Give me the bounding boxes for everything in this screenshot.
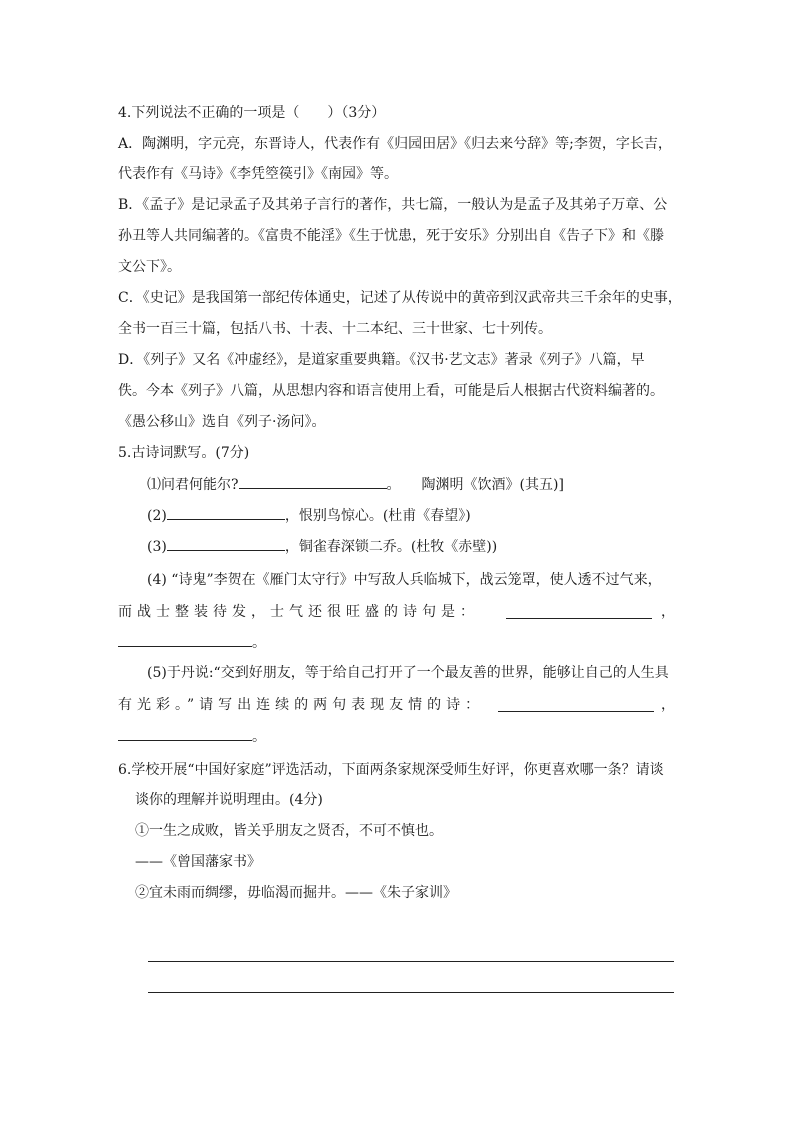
q5-item4-line1: (4) “诗鬼”李贺在《雁门太守行》中写敌人兵临城下，战云笼罩，使人透不过气来， xyxy=(147,572,662,588)
q4-option-d-line3: 《愚公移山》选自《列子·汤问》。 xyxy=(118,414,326,430)
q5-item2 xyxy=(147,505,471,527)
q5-item1 xyxy=(147,474,564,496)
q5-item2-blank[interactable] xyxy=(167,505,285,520)
q5-item2-prefix: (2) xyxy=(147,508,167,524)
q5-item3 xyxy=(147,536,497,558)
q5-item5-blank2[interactable] xyxy=(118,726,252,741)
q6-stem-line2: 谈你的理解并说明理由。(4分) xyxy=(135,792,323,808)
q5-item5-blank1[interactable] xyxy=(498,697,654,712)
q4-option-c-line1: C．《史记》是我国第一部纪传体通史，记述了从传说中的黄帝到汉武帝共三千余年的史事， xyxy=(118,290,682,306)
q4-option-c-line2: 全书一百三十篇，包括八书、十表、十二本纪、三十世家、七十列传。 xyxy=(118,321,552,337)
q5-item4-comma: ， xyxy=(661,604,675,620)
q4-option-b-line3: 文公下》。 xyxy=(118,259,181,275)
q5-item5-comma: ， xyxy=(661,697,675,713)
q6-rule1-source: ——《曾国藩家书》 xyxy=(135,854,261,870)
q4-option-b-line1: B．《孟子》是记录孟子及其弟子言行的著作，共七篇，一般认为是孟子及其弟子万章、公 xyxy=(118,197,668,213)
q5-item4-end: 。 xyxy=(252,635,266,651)
q5-item5-prompt: 有光彩。”请写出连续的两句表现友情的诗： xyxy=(118,697,485,713)
q5-item4-prompt: 而战士整装待发，士气还很旺盛的诗句是： xyxy=(118,604,479,620)
q5-item5-line2 xyxy=(118,695,674,717)
q5-item1-prefix: ⑴问君何能尔? xyxy=(147,477,239,493)
q5-item3-suffix: ，铜雀春深锁二乔。(杜牧《赤壁)) xyxy=(284,539,498,555)
q5-item5-line1: (5)于丹说:“交到好朋友，等于给自己打开了一个最友善的世界，能够让自己的人生具 xyxy=(147,665,669,681)
q5-item2-suffix: ，恨别鸟惊心。(杜甫《春望》) xyxy=(284,508,471,524)
q5-item4-line2 xyxy=(118,602,674,624)
q6-answer-line-2[interactable] xyxy=(148,992,674,993)
q5-item1-blank[interactable] xyxy=(239,474,387,489)
q5-item1-suffix: 。 陶渊明《饮酒》(其五)] xyxy=(386,477,564,493)
q5-item5-line3 xyxy=(118,726,266,748)
q4-option-d-line2: 佚。今本《列子》八篇，从思想内容和语言使用上看，可能是后人根据古代资料编著的。 xyxy=(118,383,664,399)
q5-item3-prefix: (3) xyxy=(147,539,167,555)
q6-stem-line1: 6.学校开展“中国好家庭”评选活动，下面两条家规深受师生好评，你更喜欢哪一条？请谈 xyxy=(118,762,664,778)
q5-item4-line3 xyxy=(118,632,266,654)
q4-option-b-line2: 孙丑等人共同编著的。《富贵不能淫》《生于忧患，死于安乐》分别出自《告子下》和《滕 xyxy=(118,228,664,244)
q4-stem: 4.下列说法不正确的一项是（ ）（3分） xyxy=(118,105,386,121)
q4-option-a-line1: A．陶渊明，字元亮，东晋诗人，代表作有《归园田居》《归去来兮辞》等;李贺，字长吉， xyxy=(118,136,672,152)
q6-rule1: ①一生之成败，皆关乎朋友之贤否，不可不慎也。 xyxy=(135,823,443,839)
q5-stem: 5.古诗词默写。(7分) xyxy=(118,445,250,461)
q4-option-d-line1: D．《列子》又名《冲虚经》，是道家重要典籍。《汉书·艺文志》著录《列子》八篇，早 xyxy=(118,352,645,368)
q5-item3-blank[interactable] xyxy=(167,536,285,551)
q5-item4-blank2[interactable] xyxy=(118,632,252,647)
q4-option-a-line2: 代表作有《马诗》《李凭箜篌引》《南园》等。 xyxy=(118,166,398,182)
q6-answer-line-1[interactable] xyxy=(148,961,674,962)
q5-item4-blank1[interactable] xyxy=(506,604,652,619)
q5-item5-end: 。 xyxy=(252,729,266,745)
q6-rule2: ②宜未雨而绸缪，毋临渴而掘井。——《朱子家训》 xyxy=(135,885,457,901)
